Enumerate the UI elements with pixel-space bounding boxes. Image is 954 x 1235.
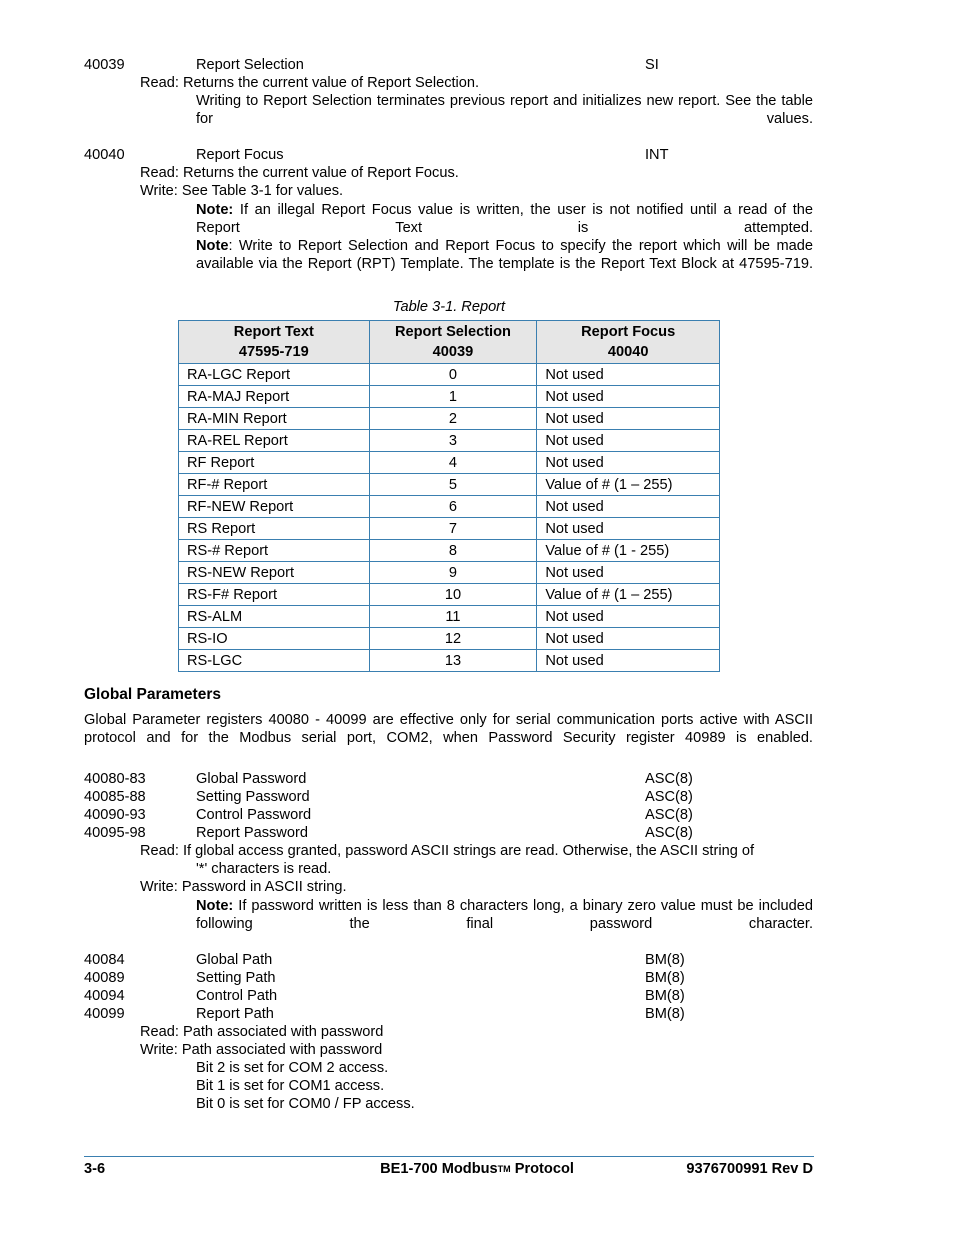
register-address: 40094	[84, 988, 125, 1004]
report-text-cell: RS-IO	[179, 628, 370, 650]
table-row	[179, 496, 720, 518]
register-address: 40090-93	[84, 807, 146, 823]
table-row	[179, 584, 720, 606]
note-text: : Write to Report Selection and Report Focus to specify the report which will be made available via the Report (RPT) Template. The template is the Report Text Block at 47595-719.	[196, 238, 813, 272]
table-row	[179, 452, 720, 474]
selection-cell: 3	[369, 430, 537, 452]
note-paragraph	[196, 897, 813, 951]
register-address: 40089	[84, 970, 125, 986]
register-address: 40084	[84, 952, 125, 968]
section-heading: Global Parameters	[84, 686, 221, 703]
focus-cell: Value of # (1 - 255)	[537, 540, 720, 562]
report-text-cell: RS-# Report	[179, 540, 370, 562]
section-intro: Global Parameter registers 40080 - 40099 are effective only for serial communication ports active with ASCII protocol and for the Modbus serial port, COM2, when Password Security register 40989 is enabled.	[84, 712, 813, 746]
focus-cell: Not used	[537, 386, 720, 408]
table-row	[179, 408, 720, 430]
register-name: Report Focus	[196, 147, 284, 163]
register-type: BM(8)	[645, 952, 685, 968]
report-text-cell: RS-ALM	[179, 606, 370, 628]
focus-cell: Not used	[537, 606, 720, 628]
report-text-cell: RF-# Report	[179, 474, 370, 496]
register-read-text: Read: Returns the current value of Report Selection.	[140, 75, 480, 91]
selection-cell: 0	[369, 364, 537, 386]
table-caption: Table 3-1. Report	[392, 299, 506, 315]
selection-cell: 4	[369, 452, 537, 474]
register-name: Control Path	[196, 988, 278, 1004]
note-text: If password written is less than 8 characters long, a binary zero value must be included following the final password character.	[196, 898, 813, 932]
register-read-text-cont: '*' characters is read.	[196, 861, 332, 877]
column-header: Report Focus 40040	[537, 321, 720, 364]
focus-cell: Value of # (1 – 255)	[537, 474, 720, 496]
table-row	[179, 562, 720, 584]
report-text-cell: RA-REL Report	[179, 430, 370, 452]
focus-cell: Not used	[537, 650, 720, 672]
register-write-text: Write: Password in ASCII string.	[140, 879, 347, 895]
selection-cell: 8	[369, 540, 537, 562]
register-type: ASC(8)	[645, 789, 693, 805]
register-type: ASC(8)	[645, 825, 693, 841]
report-text-cell: RS-LGC	[179, 650, 370, 672]
table-row	[179, 430, 720, 452]
focus-cell: Value of # (1 – 255)	[537, 584, 720, 606]
focus-cell: Not used	[537, 452, 720, 474]
table-row	[179, 628, 720, 650]
report-text-cell: RA-LGC Report	[179, 364, 370, 386]
report-text-cell: RF Report	[179, 452, 370, 474]
selection-cell: 12	[369, 628, 537, 650]
note-paragraph	[196, 237, 813, 291]
register-type: ASC(8)	[645, 771, 693, 787]
focus-cell: Not used	[537, 628, 720, 650]
footer-title: BE1-700 ModbusTM Protocol	[380, 1161, 574, 1177]
register-name: Control Password	[196, 807, 312, 823]
document-number: 9376700991 Rev D	[686, 1161, 813, 1177]
register-address: 40099	[84, 1006, 125, 1022]
table-row	[179, 474, 720, 496]
selection-cell: 7	[369, 518, 537, 540]
register-address: 40095-98	[84, 825, 146, 841]
register-name: Setting Path	[196, 970, 276, 986]
focus-cell: Not used	[537, 518, 720, 540]
register-address: 40080-83	[84, 771, 146, 787]
selection-cell: 9	[369, 562, 537, 584]
footer-rule	[84, 1156, 814, 1157]
note-label: Note	[196, 238, 229, 254]
table-row	[179, 386, 720, 408]
focus-cell: Not used	[537, 430, 720, 452]
note-label: Note:	[196, 202, 234, 218]
bit-description: Bit 0 is set for COM0 / FP access.	[196, 1096, 415, 1112]
report-text-cell: RS-F# Report	[179, 584, 370, 606]
trademark-symbol: TM	[497, 1164, 511, 1174]
register-name: Setting Password	[196, 789, 310, 805]
focus-cell: Not used	[537, 496, 720, 518]
register-read-text: Read: Path associated with password	[140, 1024, 384, 1040]
register-read-text: Read: Returns the current value of Report Focus.	[140, 165, 459, 181]
register-write-text: Write: See Table 3-1 for values.	[140, 183, 344, 199]
selection-cell: 5	[369, 474, 537, 496]
register-type: SI	[645, 57, 659, 73]
note-label: Note:	[196, 898, 234, 914]
column-header: Report Selection 40039	[369, 321, 537, 364]
register-read-text: Read: If global access granted, password ASCII strings are read. Otherwise, the ASCII string of	[140, 843, 755, 859]
register-description: Writing to Report Selection terminates previous report and initializes new report. See the table for values.	[196, 93, 813, 127]
focus-cell: Not used	[537, 562, 720, 584]
table-header-row	[179, 321, 720, 364]
selection-cell: 10	[369, 584, 537, 606]
report-text-cell: RS-NEW Report	[179, 562, 370, 584]
bit-description: Bit 1 is set for COM1 access.	[196, 1078, 385, 1094]
note-text: If an illegal Report Focus value is written, the user is not notified until a read of the Report Text is attempted.	[196, 202, 813, 236]
focus-cell: Not used	[537, 408, 720, 430]
register-address: 40039	[84, 57, 125, 73]
register-name: Report Path	[196, 1006, 274, 1022]
selection-cell: 11	[369, 606, 537, 628]
column-header: Report Text 47595-719	[179, 321, 370, 364]
selection-cell: 6	[369, 496, 537, 518]
report-table	[178, 320, 720, 672]
register-address: 40085-88	[84, 789, 146, 805]
register-write-text: Write: Path associated with password	[140, 1042, 383, 1058]
table-row	[179, 364, 720, 386]
report-text-cell: RS Report	[179, 518, 370, 540]
selection-cell: 13	[369, 650, 537, 672]
selection-cell: 1	[369, 386, 537, 408]
table-row	[179, 606, 720, 628]
register-name: Report Password	[196, 825, 308, 841]
bit-description: Bit 2 is set for COM 2 access.	[196, 1060, 389, 1076]
register-type: ASC(8)	[645, 807, 693, 823]
table-row	[179, 540, 720, 562]
table-row	[179, 518, 720, 540]
table-row	[179, 650, 720, 672]
register-type: BM(8)	[645, 988, 685, 1004]
report-text-cell: RA-MIN Report	[179, 408, 370, 430]
register-type: INT	[645, 147, 669, 163]
register-type: BM(8)	[645, 970, 685, 986]
register-name: Global Path	[196, 952, 273, 968]
page-number: 3-6	[84, 1161, 106, 1177]
register-name: Global Password	[196, 771, 307, 787]
report-text-cell: RF-NEW Report	[179, 496, 370, 518]
selection-cell: 2	[369, 408, 537, 430]
focus-cell: Not used	[537, 364, 720, 386]
register-address: 40040	[84, 147, 125, 163]
report-text-cell: RA-MAJ Report	[179, 386, 370, 408]
register-type: BM(8)	[645, 1006, 685, 1022]
register-name: Report Selection	[196, 57, 304, 73]
